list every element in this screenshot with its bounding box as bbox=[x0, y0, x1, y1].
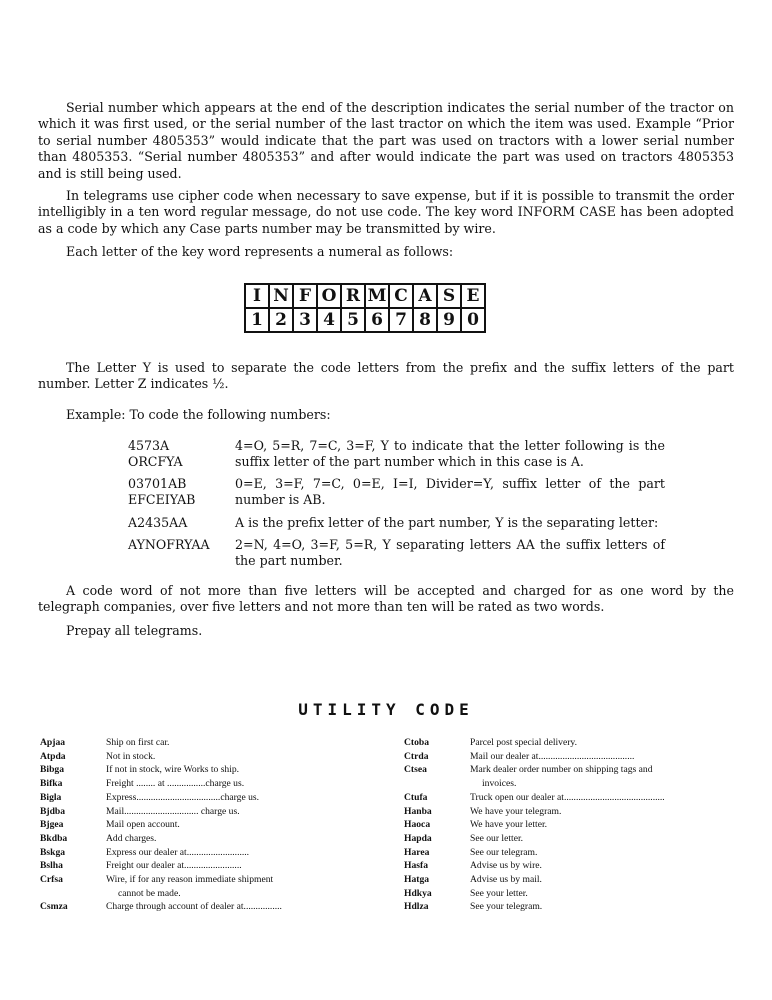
utility-code-meaning-text: We have your letter. bbox=[470, 819, 548, 831]
key-numeral: 3 bbox=[293, 308, 317, 332]
utility-code-meaning-text: Mark dealer order number on shipping tags and bbox=[470, 764, 653, 776]
utility-code-word: Bskga bbox=[40, 846, 66, 858]
letter-y-paragraph bbox=[38, 360, 734, 393]
utility-code-word: Hdkya bbox=[404, 887, 432, 899]
example-description: 4=O, 5=R, 7=C, 3=F, Y to indicate that the letter following is the suffix letter of the part number which in this case is A. bbox=[235, 438, 665, 470]
utility-code-meaning bbox=[106, 777, 360, 791]
utility-code-word: Bigla bbox=[40, 791, 62, 803]
utility-code-row bbox=[404, 900, 738, 914]
utility-code-word: Bjdba bbox=[40, 805, 66, 817]
key-numeral: 1 bbox=[245, 308, 269, 332]
utility-code-meaning-text: Express...................................charge us. bbox=[106, 791, 260, 803]
example-code: 03701AB EFCEIYAB bbox=[128, 476, 196, 508]
utility-code-word: Bjgea bbox=[40, 819, 64, 831]
utility-code-word: Hdlza bbox=[404, 901, 429, 913]
utility-code-meaning bbox=[470, 846, 738, 860]
utility-code-row bbox=[404, 736, 738, 750]
utility-code-meaning bbox=[470, 736, 738, 750]
key-numerals-row bbox=[245, 308, 485, 332]
utility-code-row bbox=[40, 750, 360, 764]
utility-code-meaning-text: Advise us by mail. bbox=[470, 874, 542, 886]
example-code: A2435AA bbox=[128, 515, 188, 530]
utility-code-row bbox=[40, 791, 360, 805]
key-letter: F bbox=[293, 284, 317, 308]
utility-code-meaning bbox=[470, 818, 738, 832]
utility-code-meaning-text: We have your telegram. bbox=[470, 805, 562, 817]
utility-code-row bbox=[404, 873, 738, 887]
utility-code-meaning bbox=[106, 736, 360, 750]
utility-code-word: Hanba bbox=[404, 805, 432, 817]
each-letter-text: Each letter of the key word represents a numeral as follows: bbox=[66, 244, 454, 259]
key-word-table bbox=[244, 283, 486, 333]
utility-code-meaning-text: See your telegram. bbox=[470, 901, 543, 913]
utility-code-meaning bbox=[470, 805, 738, 819]
key-numeral: 4 bbox=[317, 308, 341, 332]
example-code: 4573A ORCFYA bbox=[128, 438, 183, 470]
example-description: A is the prefix letter of the part number, Y is the separating letter: bbox=[235, 515, 659, 530]
utility-code-meaning bbox=[106, 818, 360, 832]
example-intro-text: Example: To code the following numbers: bbox=[66, 407, 331, 422]
utility-code-right-column bbox=[404, 736, 738, 914]
utility-code-word: Bibga bbox=[40, 764, 64, 776]
utility-code-meaning bbox=[106, 750, 360, 764]
utility-code-meaning-continued: invoices. bbox=[482, 778, 517, 790]
utility-code-word: Csmza bbox=[40, 901, 68, 913]
utility-code-left-column bbox=[40, 736, 360, 914]
utility-code-meaning-text: Mail............................... charge us. bbox=[106, 805, 240, 817]
utility-code-row bbox=[404, 791, 738, 805]
utility-code-meaning-text: Wire, if for any reason immediate shipment bbox=[106, 874, 274, 886]
utility-code-word: Harea bbox=[404, 846, 430, 858]
utility-code-meaning-text: If not in stock, wire Works to ship. bbox=[106, 764, 240, 776]
utility-code-meaning-text: Freight our dealer at........................ bbox=[106, 860, 242, 872]
utility-code-meaning-text: See your letter. bbox=[470, 887, 528, 899]
example-row bbox=[128, 476, 668, 510]
utility-code-word: Ctrda bbox=[404, 750, 429, 762]
utility-code-meaning-text: See our telegram. bbox=[470, 846, 538, 858]
utility-code-meaning bbox=[470, 750, 738, 764]
utility-code-row bbox=[404, 818, 738, 832]
serial-text: Serial number which appears at the end of the description indicates the serial number of the tractor on which it was first used, or the serial number of the last tractor on which the item was used. Example “Prior to serial number 4805353” would indicate that the part was used on tractors with a lower serial number than 4805353. “Serial number 4805353” and after would indicate the part was used on tractors 4805353 and is still being used. bbox=[38, 100, 734, 181]
key-letter: E bbox=[461, 284, 485, 308]
utility-code-meaning-text: Express our dealer at.......................... bbox=[106, 846, 250, 858]
code-word-text: A code word of not more than five letters will be accepted and charged for as one word by the telegraph companies, over five letters and not more than ten will be rated as two words. bbox=[38, 583, 734, 615]
key-letter: C bbox=[389, 284, 413, 308]
utility-code-row bbox=[40, 846, 360, 860]
utility-code-row bbox=[404, 763, 738, 790]
key-letter: N bbox=[269, 284, 293, 308]
example-intro-paragraph bbox=[38, 407, 734, 423]
key-letter: M bbox=[365, 284, 389, 308]
utility-code-meaning bbox=[470, 791, 738, 805]
utility-code-row bbox=[40, 873, 360, 900]
key-letters-row bbox=[245, 284, 485, 308]
utility-code-meaning bbox=[470, 763, 738, 790]
key-numeral: 5 bbox=[341, 308, 365, 332]
utility-code-meaning bbox=[106, 873, 360, 900]
utility-code-meaning bbox=[106, 763, 360, 777]
key-letter: O bbox=[317, 284, 341, 308]
utility-code-row bbox=[404, 859, 738, 873]
utility-code-row bbox=[40, 900, 360, 914]
key-numeral: 9 bbox=[437, 308, 461, 332]
key-letter: S bbox=[437, 284, 461, 308]
utility-code-meaning bbox=[106, 832, 360, 846]
each-letter-paragraph bbox=[38, 244, 734, 260]
utility-code-word: Ctoba bbox=[404, 737, 430, 748]
key-numeral: 8 bbox=[413, 308, 437, 332]
prepay-paragraph bbox=[38, 623, 734, 639]
utility-code-word: Bkdba bbox=[40, 832, 68, 844]
utility-code-heading: UTILITY CODE bbox=[298, 700, 474, 719]
code-word-paragraph bbox=[38, 583, 734, 616]
utility-code-meaning-text: Truck open our dealer at.......................................... bbox=[470, 791, 665, 803]
utility-code-row bbox=[40, 763, 360, 777]
utility-code-word: Hapda bbox=[404, 832, 432, 844]
utility-code-meaning-text: Parcel post special delivery. bbox=[470, 737, 578, 748]
key-numeral: 2 bbox=[269, 308, 293, 332]
utility-code-row bbox=[40, 832, 360, 846]
utility-code-word: Hatga bbox=[404, 874, 430, 886]
utility-code-word: Crfsa bbox=[40, 874, 63, 886]
prepay-text: Prepay all telegrams. bbox=[66, 623, 203, 638]
utility-code-meaning-text: Freight ........ at ................charge us. bbox=[106, 778, 245, 790]
utility-code-meaning-text: Add charges. bbox=[106, 832, 157, 844]
key-letter: A bbox=[413, 284, 437, 308]
utility-code-meaning bbox=[470, 832, 738, 846]
utility-code-meaning bbox=[470, 887, 738, 901]
example-description: 2=N, 4=O, 3=F, 5=R, Y separating letters AA the suffix letters of the part number. bbox=[235, 537, 665, 569]
key-numeral: 0 bbox=[461, 308, 485, 332]
utility-code-row bbox=[404, 846, 738, 860]
utility-code-word: Ctufa bbox=[404, 791, 428, 803]
example-code: AYNOFRYAA bbox=[128, 537, 210, 552]
example-row bbox=[128, 515, 668, 533]
utility-code-meaning bbox=[470, 900, 738, 914]
utility-code-meaning-text: Ship on first car. bbox=[106, 737, 170, 748]
example-row bbox=[128, 438, 668, 472]
utility-code-meaning-text: See our letter. bbox=[470, 832, 524, 844]
key-numeral: 6 bbox=[365, 308, 389, 332]
utility-code-meaning bbox=[470, 859, 738, 873]
utility-code-word: Hasfa bbox=[404, 860, 428, 872]
letter-y-text: The Letter Y is used to separate the code letters from the prefix and the suffix letters of the part number. Letter Z indicates ½. bbox=[38, 360, 734, 392]
utility-code-row bbox=[404, 887, 738, 901]
utility-code-meaning bbox=[106, 900, 360, 914]
example-description: 0=E, 3=F, 7=C, 0=E, I=I, Divider=Y, suffix letter of the part number is AB. bbox=[235, 476, 665, 508]
utility-code-row bbox=[40, 859, 360, 873]
utility-code-meaning bbox=[106, 859, 360, 873]
telegrams-paragraph bbox=[38, 188, 734, 237]
key-numeral: 7 bbox=[389, 308, 413, 332]
utility-code-word: Bifka bbox=[40, 778, 63, 790]
utility-code-word: Apjaa bbox=[40, 737, 66, 748]
utility-code-meaning bbox=[470, 873, 738, 887]
utility-code-meaning bbox=[106, 791, 360, 805]
telegrams-text: In telegrams use cipher code when necessary to save expense, but if it is possible to transmit the order intelligibly in a ten word regular message, do not use code. The key word INFORM CASE has been adopted as a code by which any Case parts number may be transmitted by wire. bbox=[38, 188, 734, 236]
utility-code-row bbox=[404, 805, 738, 819]
utility-code-word: Atpda bbox=[40, 750, 66, 762]
utility-code-word: Bslha bbox=[40, 860, 63, 872]
utility-code-row bbox=[404, 832, 738, 846]
utility-code-meaning-text: Mail our dealer at........................................ bbox=[470, 750, 635, 762]
utility-code-meaning-text: Mail open account. bbox=[106, 819, 180, 831]
utility-code-row bbox=[40, 818, 360, 832]
utility-code-meaning-text: Charge through account of dealer at................ bbox=[106, 901, 282, 913]
utility-code-row bbox=[40, 736, 360, 750]
utility-code-row bbox=[40, 777, 360, 791]
serial-paragraph bbox=[38, 100, 734, 182]
utility-code-word: Ctsea bbox=[404, 764, 427, 776]
key-letter: R bbox=[341, 284, 365, 308]
example-row bbox=[128, 537, 668, 571]
utility-code-row bbox=[40, 805, 360, 819]
utility-code-meaning-text: Advise us by wire. bbox=[470, 860, 542, 872]
utility-code-meaning-text: Not in stock. bbox=[106, 750, 156, 762]
utility-code-meaning bbox=[106, 805, 360, 819]
utility-code-row bbox=[404, 750, 738, 764]
utility-code-meaning-continued: cannot be made. bbox=[118, 887, 181, 899]
utility-code-meaning bbox=[106, 846, 360, 860]
key-letter: I bbox=[245, 284, 269, 308]
utility-code-word: Haoca bbox=[404, 819, 431, 831]
